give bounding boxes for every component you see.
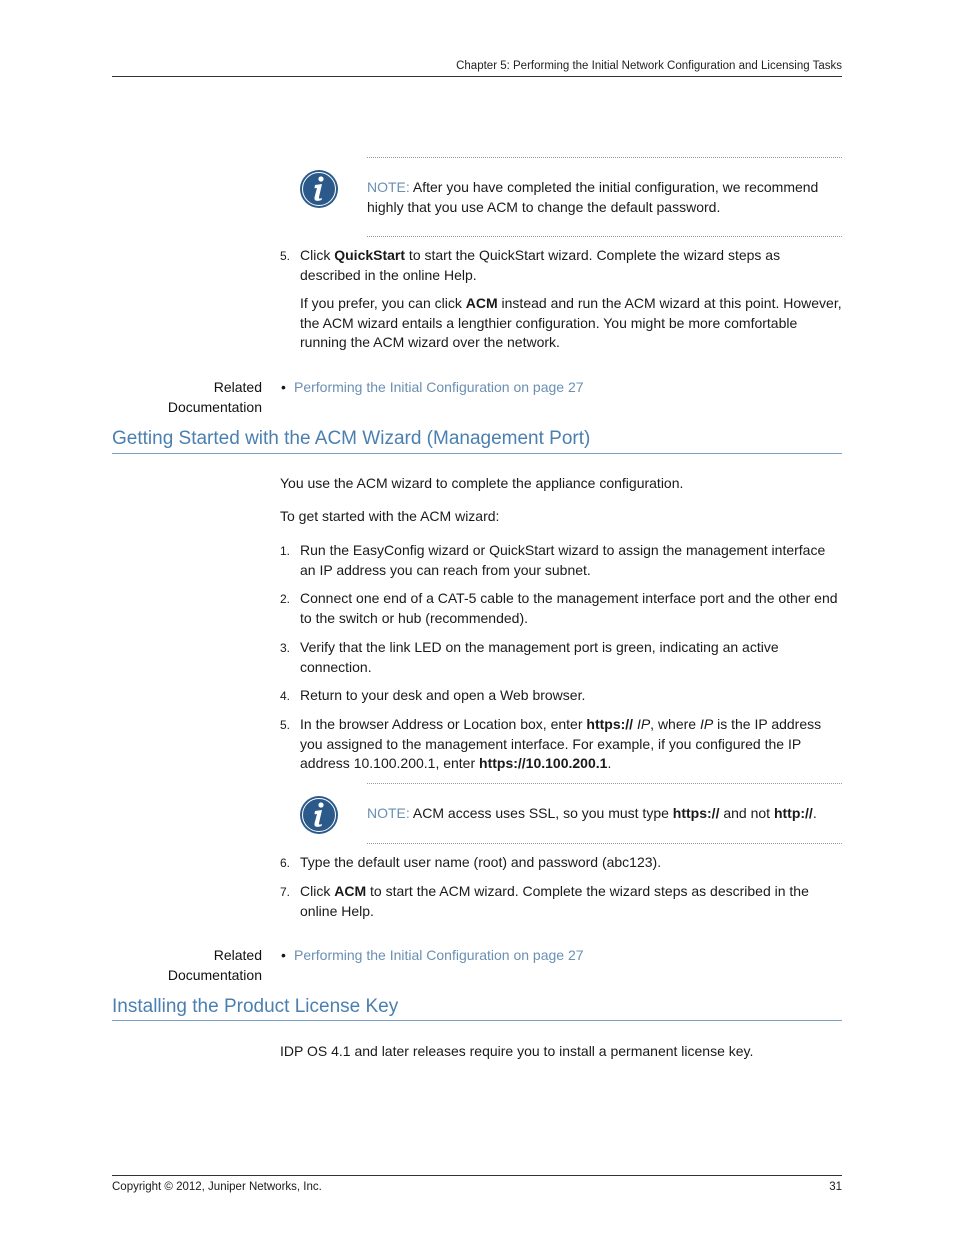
- text: .: [607, 755, 612, 771]
- text: If you prefer, you can click: [300, 295, 466, 311]
- ui-term: https://: [586, 716, 634, 732]
- related-label-line2: Documentation: [167, 966, 262, 983]
- related-label-line1: Related: [213, 379, 262, 395]
- step-1: Run the EasyConfig wizard or QuickStart wizard to assign the management interface an IP address you can reach from your subnet.: [300, 542, 826, 578]
- running-header: Chapter 5: Performing the Initial Network Configuration and Licensing Tasks: [456, 60, 842, 72]
- page-number: 31: [829, 1181, 842, 1193]
- text: instead and run the ACM wizard at this point. However, the ACM wizard entails a lengthier configuration. You might be more comfortable running the ACM wizard over the network.: [300, 295, 842, 350]
- footer-copyright: Copyright © 2012, Juniper Networks, Inc.: [112, 1181, 322, 1193]
- text: Click: [300, 247, 335, 263]
- related-label-line1: Related: [213, 947, 262, 963]
- ui-term: https://10.100.200.1: [479, 755, 608, 771]
- text: to start the QuickStart wizard. Complete the wizard steps as described in the online Help.: [300, 247, 781, 283]
- ui-term-quickstart: QuickStart: [334, 247, 406, 263]
- step-number: 4.: [280, 689, 291, 703]
- step-number: 7.: [280, 885, 291, 899]
- section-text: IDP OS 4.1 and later releases require you to install a permanent license key.: [280, 1043, 754, 1059]
- note-2: [367, 804, 843, 824]
- info-icon: [299, 169, 339, 209]
- ui-term: https://: [672, 805, 720, 821]
- step-number: 1.: [280, 544, 291, 558]
- step-5-acm-alternative: [300, 294, 843, 353]
- step-number: 2.: [280, 592, 291, 606]
- ui-term-acm: ACM: [465, 295, 498, 311]
- section-intro: You use the ACM wizard to complete the appliance configuration.: [280, 475, 684, 491]
- step-number: 6.: [280, 856, 291, 870]
- text: .: [812, 805, 817, 821]
- section-rule: [112, 1020, 842, 1021]
- section-title: Getting Started with the ACM Wizard (Management Port): [112, 428, 591, 449]
- note-top-rule: [367, 783, 842, 784]
- section-lead: To get started with the ACM wizard:: [280, 508, 500, 524]
- related-documentation-label: [112, 946, 262, 985]
- info-icon: [299, 795, 339, 835]
- step-4: Return to your desk and open a Web browser.: [300, 687, 586, 703]
- step-6: Type the default user name (root) and password (abc123).: [300, 854, 662, 870]
- text: , where: [650, 716, 700, 732]
- note-bottom-rule: [367, 843, 842, 844]
- bullet: •: [281, 947, 286, 963]
- ui-term-acm: ACM: [334, 883, 367, 899]
- note-label: NOTE:: [367, 805, 410, 821]
- text: ACM access uses SSL, so you must type: [412, 805, 673, 821]
- text: to start the ACM wizard. Complete the wizard steps as described in the online Help.: [300, 883, 809, 919]
- step-5-quickstart: [300, 246, 843, 285]
- variable: IP: [636, 716, 651, 732]
- text: In the browser Address or Location box, enter: [300, 716, 587, 732]
- step-2: Connect one end of a CAT-5 cable to the management interface port and the other end to the switch or hub (recommended).: [300, 590, 838, 626]
- step-5-browser: [300, 715, 843, 774]
- text: is the IP address you assigned to the management interface. For example, if you configured the IP address 10.100.200.1, enter: [300, 716, 822, 771]
- step-number: 5.: [280, 249, 291, 263]
- text: Click: [300, 883, 335, 899]
- note-1: [367, 178, 843, 217]
- related-label-line2: Documentation: [167, 398, 262, 415]
- related-link[interactable]: Performing the Initial Configuration on page 27: [294, 379, 584, 395]
- bullet: •: [281, 379, 286, 395]
- ui-term: http://: [773, 805, 813, 821]
- related-documentation-label: [112, 378, 262, 417]
- step-7: [300, 882, 843, 921]
- note-top-rule: [367, 157, 842, 158]
- section-rule: [112, 453, 842, 454]
- note-label: NOTE:: [367, 179, 410, 195]
- step-number: 3.: [280, 641, 291, 655]
- note-bottom-rule: [367, 236, 842, 237]
- section-title: Installing the Product License Key: [112, 996, 399, 1017]
- related-link[interactable]: Performing the Initial Configuration on page 27: [294, 947, 584, 963]
- header-rule: [112, 76, 842, 77]
- variable: IP: [699, 716, 714, 732]
- step-number: 5.: [280, 718, 291, 732]
- footer-rule: [112, 1175, 842, 1176]
- text: and not: [719, 805, 774, 821]
- note-body: After you have completed the initial configuration, we recommend highly that you use ACM to change the default password.: [367, 179, 819, 215]
- step-3: Verify that the link LED on the management port is green, indicating an active connection.: [300, 639, 779, 675]
